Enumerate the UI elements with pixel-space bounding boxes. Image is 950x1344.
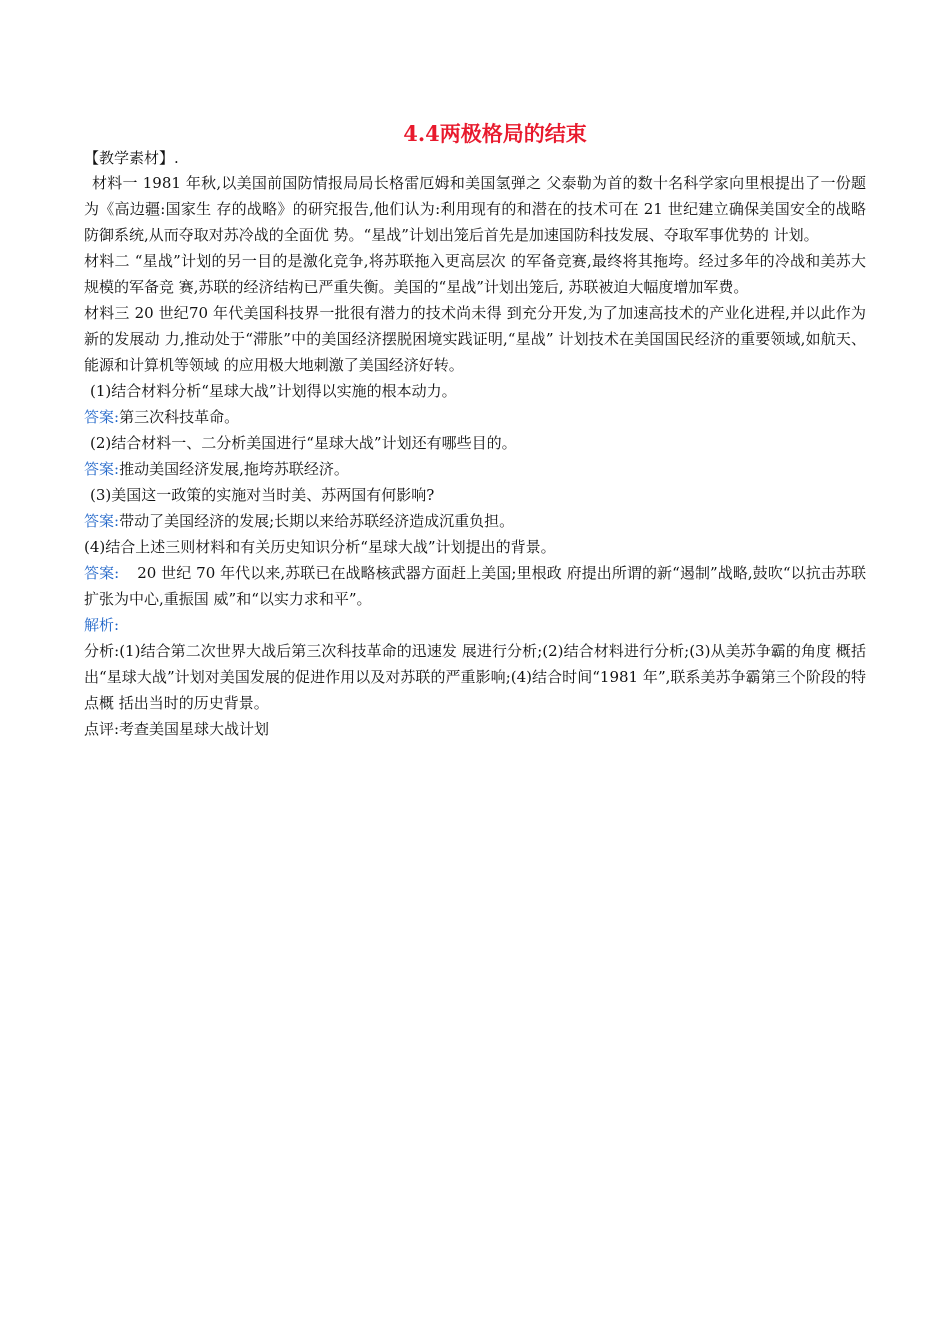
material-1-text: 1981 年秋,以美国前国防情报局局长格雷厄姆和美国氢弹之 父泰勒为首的数十名科学家向里根提出了一份题为《高边疆:国家生 存的战略》的研究报告,他们认为:利用现有的和潜在的技术可在 21 世纪建立确保美国安全的战略防御系统,从而夺取对苏冷战的全面优 势。“星战”计划出笼后首先是加速国防科技发展、夺取军事优势的 计划。	[84, 174, 866, 244]
material-1	[84, 170, 866, 248]
answer-3	[84, 508, 866, 534]
question-4: (4)结合上述三则材料和有关历史知识分析“星球大战”计划提出的背景。	[84, 538, 556, 556]
material-3-text: 20 世纪70 年代美国科技界一批很有潜力的技术尚未得 到充分开发,为了加速高技术的产业化进程,并以此作为新的发展动 力,推动处于“滞胀”中的美国经济摆脱困境实践证明,“星战” 计划技术在美国国民经济的重要领域,如航天、能源和计算机等领域 的应用极大地刺激了美国经济好转。	[84, 304, 866, 374]
answer-1-text: 第三次科技革命。	[119, 408, 240, 426]
section-label: 【教学素材】.	[84, 149, 179, 167]
question-1: (1)结合材料分析“星球大战”计划得以实施的根本动力。	[90, 382, 457, 400]
question-3: (3)美国这一政策的实施对当时美、苏两国有何影响?	[90, 486, 435, 504]
answer-2-text: 推动美国经济发展,拖垮苏联经济。	[119, 460, 349, 478]
analysis-text: 分析:(1)结合第二次世界大战后第三次科技革命的迅速发 展进行分析;(2)结合材料进行分析;(3)从美苏争霸的角度 概括出“星球大战”计划对美国发展的促进作用以及对苏联的严重影响;(4)结合时间“1981 年”,联系美苏争霸第三个阶段的特点概 括出当时的历史背景。	[84, 642, 866, 712]
answer-3-label: 答案:	[84, 512, 120, 530]
answer-1	[84, 404, 866, 430]
material-2-label: 材料二	[84, 252, 130, 270]
answer-2	[84, 456, 866, 482]
material-2	[84, 248, 866, 300]
answer-2-label: 答案:	[84, 460, 120, 478]
material-1-label: 材料一	[92, 174, 138, 192]
comment-text: 点评:考查美国星球大战计划	[84, 720, 270, 738]
document-page	[84, 120, 866, 742]
answer-4-label: 答案:	[84, 564, 120, 582]
material-3	[84, 300, 866, 378]
material-2-text: “星战”计划的另一目的是激化竞争,将苏联拖入更高层次 的军备竞赛,最终将其拖垮。经过多年的冷战和美苏大规模的军备竞 赛,苏联的经济结构已严重失衡。美国的“星战”计划出笼后, 苏联被迫大幅度增加军费。	[84, 252, 866, 296]
answer-1-label: 答案:	[84, 408, 120, 426]
document-title: 4.4两极格局的结束	[403, 121, 587, 146]
answer-4	[84, 560, 866, 612]
answer-3-text: 带动了美国经济的发展;长期以来给苏联经济造成沉重负担。	[119, 512, 515, 530]
analysis-label: 解析:	[84, 616, 120, 634]
answer-4-text: 20 世纪 70 年代以来,苏联已在战略核武器方面赶上美国;里根政 府提出所谓的新“遏制”战略,鼓吹“以抗击苏联扩张为中心,重振国 威”和“以实力求和平”。	[84, 564, 866, 608]
question-2: (2)结合材料一、二分析美国进行“星球大战”计划还有哪些目的。	[90, 434, 517, 452]
material-3-label: 材料三	[84, 304, 130, 322]
